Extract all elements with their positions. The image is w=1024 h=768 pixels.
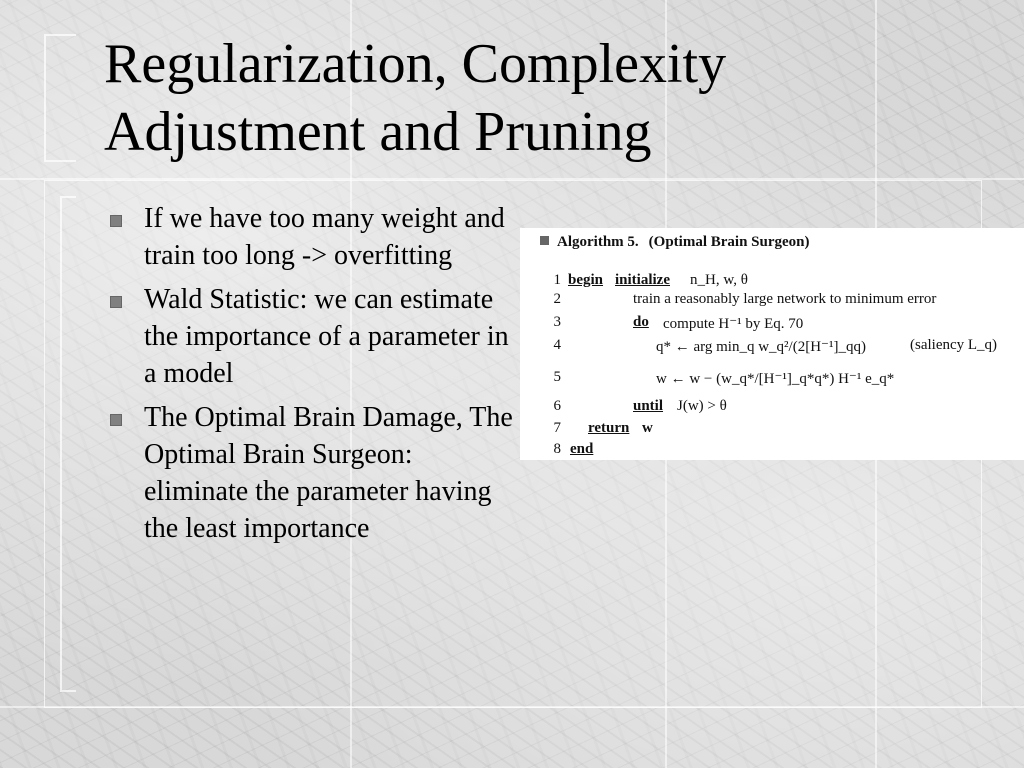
algorithm-line — [520, 441, 1024, 463]
bullet-square-icon — [110, 296, 122, 308]
bullet-square-icon — [110, 215, 122, 227]
algorithm-header — [540, 234, 810, 251]
line-number: 7 — [553, 420, 561, 436]
algorithm-line-text: w ← w − (w_q*/[H⁻¹]_q*q*) H⁻¹ e_q* — [656, 371, 895, 387]
bullet-list — [108, 200, 518, 554]
algorithm-panel — [520, 228, 1024, 460]
algorithm-line — [520, 291, 1024, 313]
algorithm-line-text: train a reasonably large network to minimum error — [633, 291, 937, 307]
algorithm-name: (Optimal Brain Surgeon) — [648, 234, 810, 250]
keyword-return: return — [588, 420, 630, 436]
line-number: 4 — [553, 337, 561, 353]
title-frame-bracket — [44, 34, 76, 162]
keyword-begin: begin — [568, 272, 604, 288]
slide-title — [104, 30, 984, 166]
keyword-end: end — [570, 441, 594, 457]
algorithm-line — [520, 337, 1024, 359]
algorithm-line — [520, 420, 1024, 442]
line-number: 5 — [553, 369, 561, 385]
bullet-square-icon — [110, 414, 122, 426]
algorithm-line-text: n_H, w, θ — [690, 272, 748, 288]
algorithm-line-text: compute H⁻¹ by Eq. 70 — [663, 316, 804, 332]
algorithm-line-text: q* ← arg min_q w_q²/(2[H⁻¹]_qq) — [656, 339, 866, 355]
line-number: 8 — [553, 441, 561, 457]
algorithm-label: Algorithm 5. — [557, 234, 639, 250]
bullet-text: If we have too many weight and train too long -> overfitting — [144, 203, 505, 271]
bullet-text: Wald Statistic: we can estimate the importance of a parameter in a model — [144, 284, 509, 389]
line-number: 6 — [553, 398, 561, 414]
algorithm-line-text: w — [642, 420, 653, 436]
slide-title-line1: Regularization, Complexity — [104, 33, 727, 95]
line-number: 2 — [553, 291, 561, 307]
algorithm-line — [520, 314, 1024, 336]
keyword-initialize: initialize — [615, 272, 670, 288]
algorithm-line — [520, 369, 1024, 391]
line-number: 3 — [553, 314, 561, 330]
algorithm-line — [520, 398, 1024, 420]
line-number: 1 — [553, 272, 561, 288]
algorithm-line-text: J(w) > θ — [677, 398, 727, 414]
keyword-do: do — [633, 314, 649, 330]
bullet-text: The Optimal Brain Damage, The Optimal Brain Surgeon: eliminate the parameter having the least importance — [144, 402, 513, 544]
bullet-item — [108, 200, 518, 274]
bullet-item — [108, 281, 518, 392]
bullet-item — [108, 399, 518, 547]
keyword-until: until — [633, 398, 664, 414]
algorithm-square-icon — [540, 236, 549, 245]
slide-title-line2: Adjustment and Pruning — [104, 101, 652, 163]
saliency-note: (saliency L_q) — [910, 337, 998, 353]
